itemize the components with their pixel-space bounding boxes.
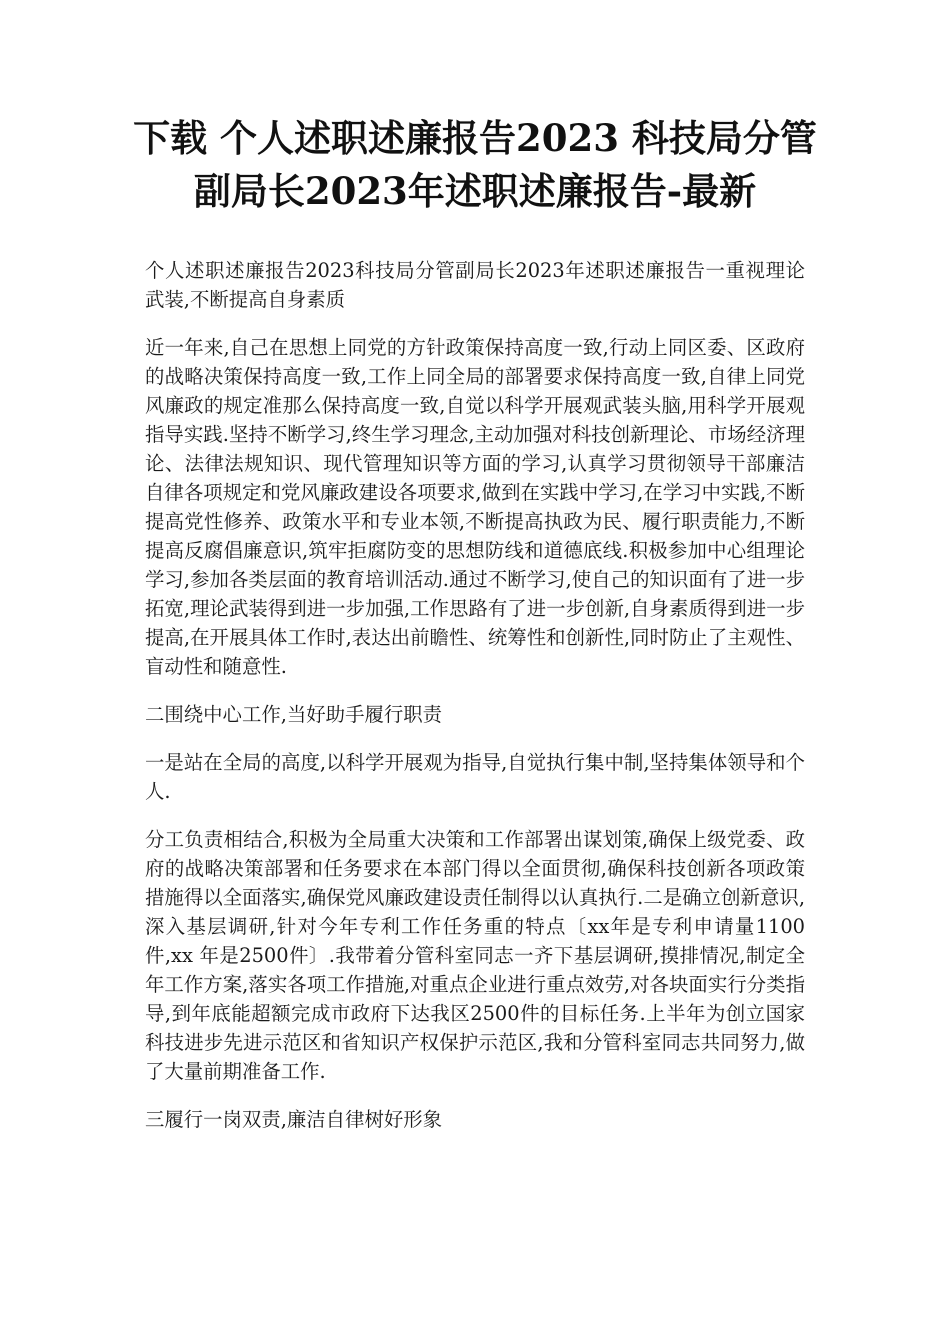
paragraph: 一是站在全局的高度,以科学开展观为指导,自觉执行集中制,坚持集体领导和个人.	[145, 751, 805, 803]
section-heading: 二围绕中心工作,当好助手履行职责	[145, 703, 443, 726]
paragraph: 分工负责相结合,积极为全局重大决策和工作部署出谋划策,确保上级党委、政府的战略决策部署和任务要求在本部门得以全面贯彻,确保科技创新各项政策措施得以全面落实,确保党风廉政建设责任制得以认真执行.二是确立创新意识,深入基层调研,针对今年专利工作任务重的特点〔xx年是专利申请量1100件,xx 年是2500件〕.我带着分管科室同志一齐下基层调研,摸排情况,制定全年工作方案,落实各项工作措施,对重点企业进行重点效劳,对各块面实行分类指导,到年底能超额完成市政府下达我区2500件的目标任务.上半年为创立国家科技进步先进示范区和省知识产权保护示范区,我和分管科室同志共同努力,做了大量前期准备工作.	[145, 828, 805, 1083]
document-title: 下载 个人述职述廉报告2023 科技局分管副局长2023年述职述廉报告-最新	[133, 116, 817, 213]
paragraph: 近一年来,自己在思想上同党的方针政策保持高度一致,行动上同区委、区政府的战略决策保持高度一致,工作上同全局的部署要求保持高度一致,自律上同党风廉政的规定准那么保持高度一致,自觉以科学开展观武装头脑,用科学开展观指导实践.坚持不断学习,终生学习理念,主动加强对科技创新理论、市场经济理论、法律法规知识、现代管理知识等方面的学习,认真学习贯彻领导干部廉洁自律各项规定和党风廉政建设各项要求,做到在实践中学习,在学习中实践,不断提高党性修养、政策水平和专业本领,不断提高执政为民、履行职责能力,不断提高反腐倡廉意识,筑牢拒腐防变的思想防线和道德底线.积极参加中心组理论学习,参加各类层面的教育培训活动.通过不断学习,使自己的知识面有了进一步拓宽,理论武装得到进一步加强,工作思路有了进一步创新,自身素质得到进一步提高,在开展具体工作时,表达出前瞻性、统筹性和创新性,同时防止了主观性、盲动性和随意性.	[145, 336, 805, 678]
document-body	[145, 256, 805, 1153]
section-heading: 三履行一岗双责,廉洁自律树好形象	[145, 1108, 443, 1131]
paragraph: 个人述职述廉报告2023科技局分管副局长2023年述职述廉报告一重视理论武装,不断提高自身素质	[145, 259, 805, 311]
